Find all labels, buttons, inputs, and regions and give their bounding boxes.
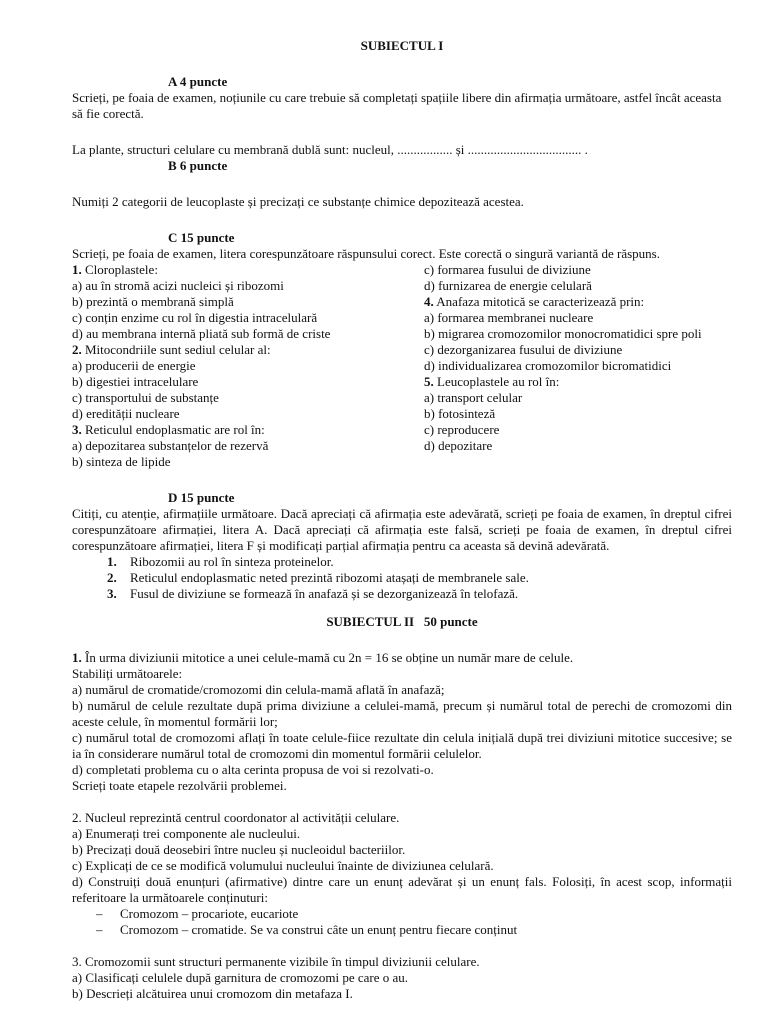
- question-1-line: c) numărul total de cromozomi aflați în toate celule-fiice rezultate din celula inițială după trei diviziuni mitotice succesive; se ia în considerare numărul total de cromozomi din momentul formării celulelor.: [72, 730, 732, 761]
- section-c-right-column: [424, 262, 732, 470]
- question-2-line: a) Enumerați trei componente ale nucleului.: [72, 826, 301, 841]
- question-2-line: b) Precizați două deosebiri între nucleu și nucleoidul bacteriilor.: [72, 842, 406, 857]
- question-1-line: d) completati problema cu o alta cerinta propusa de voi si rezolvati-o.: [72, 762, 434, 777]
- option-line: a) formarea membranei nucleare: [424, 310, 594, 325]
- section-b-text: Numiți 2 categorii de leucoplaste și precizați ce substanțe chimice depozitează acestea.: [72, 194, 524, 209]
- section-c-instructions: Scrieți, pe foaia de examen, litera corespunzătoare răspunsului corect. Este corectă o singură variantă de răspuns.: [72, 246, 660, 261]
- option-line: d) depozitare: [424, 438, 493, 453]
- question-3-line: a) Clasificați celulele după garnitura de cromozomi pe care o au.: [72, 970, 409, 985]
- option-line: d) eredității nucleare: [72, 406, 180, 421]
- section-b-heading: B 6 puncte: [168, 158, 228, 173]
- section-a-instructions: Scrieți, pe foaia de examen, noțiunile cu care trebuie să completați spațiile libere din afirmația următoare, astfel încât aceasta să fie corectă.: [72, 90, 722, 121]
- question-1-line: b) numărul de celule rezultate după prima diviziune a celulei-mamă, precum și numărul total de perechi de cromozomi din aceste celule, în momentul formării lor;: [72, 698, 732, 729]
- option-line: c) conțin enzime cu rol în digestia intracelulară: [72, 310, 318, 325]
- option-line: d) individualizarea cromozomilor bicromatidici: [424, 358, 672, 373]
- question-3-line: b) Descrieți alcătuirea unui cromozom din metafaza I.: [72, 986, 353, 1001]
- option-line: a) transport celular: [424, 390, 523, 405]
- option-line: 3. Reticulul endoplasmatic are rol în:: [72, 422, 265, 437]
- section-a-statement: La plante, structuri celulare cu membrană dublă sunt: nucleul, ................. și ................................... .: [72, 142, 588, 157]
- question-2-line: c) Explicați de ce se modifică volumului nucleului înainte de diviziunea celulară.: [72, 858, 494, 873]
- list-item: – Cromozom – procariote, eucariote: [72, 906, 732, 922]
- option-line: b) fotosinteză: [424, 406, 496, 421]
- list-item: 3. Fusul de diviziune se formează în anafază și se dezorganizează în telofază.: [120, 586, 732, 602]
- question-1-line: Scrieți toate etapele rezolvării problemei.: [72, 778, 287, 793]
- subject-1-title: SUBIECTUL I: [360, 38, 444, 53]
- option-line: d) furnizarea de energie celulară: [424, 278, 592, 293]
- option-line: a) producerii de energie: [72, 358, 196, 373]
- option-line: 2. Mitocondriile sunt sediul celular al:: [72, 342, 271, 357]
- section-d-heading: D 15 puncte: [168, 490, 235, 505]
- option-line: 4. Anafaza mitotică se caracterizează prin:: [424, 294, 645, 309]
- section-d-list: [72, 554, 732, 602]
- option-line: b) digestiei intracelulare: [72, 374, 199, 389]
- option-line: c) formarea fusului de diviziune: [424, 262, 591, 277]
- option-line: 5. Leucoplastele au rol în:: [424, 374, 560, 389]
- list-item: 2. Reticulul endoplasmatic neted prezintă ribozomi atașați de membranele sale.: [120, 570, 732, 586]
- section-d-instructions: Citiți, cu atenție, afirmațiile următoare. Dacă apreciați că afirmația este adevărată, scrieți pe foaia de examen, în dreptul cifrei corespunzătoare afirmației, litera A. Dacă apreciați că afirmația este falsă, scrieți pe foaia de examen, în dreptul cifrei corespunzătoare afirmației, litera F și modificați parțial afirmația pentru ca aceasta să devină adevărată.: [72, 506, 732, 553]
- question-2-line: 2. Nucleul reprezintă centrul coordonator al activității celulare.: [72, 810, 400, 825]
- option-line: a) depozitarea substanțelor de rezervă: [72, 438, 269, 453]
- question-1-intro: 1. În urma diviziunii mitotice a unei celule-mamă cu 2n = 16 se obține un număr mare de celule.: [72, 650, 574, 665]
- section-c-left-column: [72, 262, 424, 470]
- option-line: a) au în stromă acizi nucleici și ribozomi: [72, 278, 284, 293]
- question-2-dash-list: [72, 906, 732, 938]
- section-c-options: [72, 262, 732, 470]
- subject-2-title: SUBIECTUL II 50 puncte: [326, 614, 478, 629]
- question-2-line: d) Construiți două enunțuri (afirmative) dintre care un enunț adevărat și un enunț fals. Folosiți, în acest scop, informații referitoare la următoarele conținuturi:: [72, 874, 732, 905]
- option-line: c) transportului de substanțe: [72, 390, 219, 405]
- option-line: b) sinteza de lipide: [72, 454, 171, 469]
- section-c-heading: C 15 puncte: [168, 230, 235, 245]
- list-item: – Cromozom – cromatide. Se va construi câte un enunț pentru fiecare conținut: [72, 922, 732, 938]
- exam-page: [72, 38, 732, 1002]
- option-line: b) migrarea cromozomilor monocromatidici spre poli: [424, 326, 702, 341]
- section-a-heading: A 4 puncte: [168, 74, 228, 89]
- option-line: 1. Cloroplastele:: [72, 262, 158, 277]
- question-1-line: Stabiliți următoarele:: [72, 666, 183, 681]
- option-line: c) reproducere: [424, 422, 500, 437]
- option-line: c) dezorganizarea fusului de diviziune: [424, 342, 623, 357]
- question-3-line: 3. Cromozomii sunt structuri permanente vizibile în timpul diviziunii celulare.: [72, 954, 480, 969]
- list-item: 1. Ribozomii au rol în sinteza proteinelor.: [120, 554, 732, 570]
- option-line: d) au membrana internă pliată sub formă de criste: [72, 326, 331, 341]
- question-1-line: a) numărul de cromatide/cromozomi din celula-mamă aflată în anafază;: [72, 682, 445, 697]
- option-line: b) prezintă o membrană simplă: [72, 294, 234, 309]
